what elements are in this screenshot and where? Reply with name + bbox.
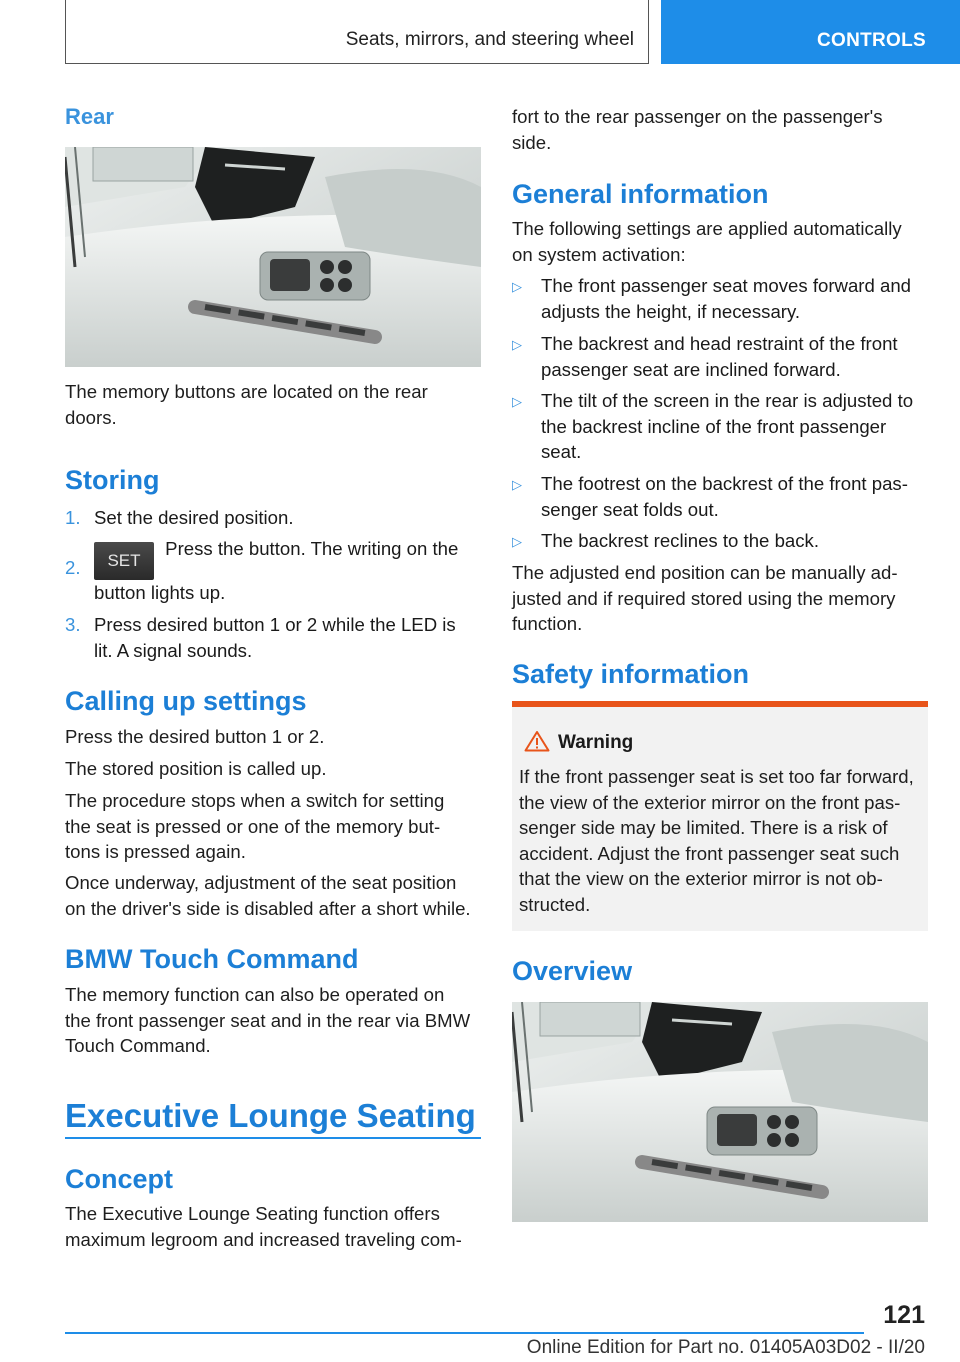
bullet-text bbox=[541, 471, 928, 522]
header-section-title: Seats, mirrors, and steering wheel bbox=[345, 29, 634, 50]
text-line: senger side may be limited. There is a risk of bbox=[519, 817, 888, 838]
text-line: fort to the rear passenger on the passenger's bbox=[512, 106, 883, 127]
text-line: structed. bbox=[519, 893, 591, 915]
text-line: The Executive Lounge Seating function offers bbox=[65, 1203, 440, 1224]
text-line: justed and if required stored using the memory bbox=[512, 587, 896, 609]
step-number: 2. bbox=[65, 557, 81, 578]
bullet-text bbox=[541, 388, 936, 465]
bmw-touch-command-heading: BMW Touch Command bbox=[65, 944, 359, 974]
text-line: the backrest incline of the front passenger bbox=[541, 415, 887, 437]
general-paragraph bbox=[512, 216, 932, 267]
step-text-line: Press desired button 1 or 2 while the LED is bbox=[94, 614, 456, 635]
safety-information-heading: Safety information bbox=[512, 659, 750, 689]
concept-heading: Concept bbox=[65, 1164, 173, 1194]
text-line: accident. Adjust the front passenger seat such bbox=[519, 842, 900, 864]
text-line: The front passenger seat moves forward and bbox=[541, 275, 912, 296]
text-line: Once underway, adjustment of the seat position bbox=[65, 872, 457, 893]
step-text bbox=[94, 536, 481, 606]
text-line: on system activation: bbox=[512, 243, 686, 265]
text-line: the view of the exterior mirror on the front pas- bbox=[519, 791, 901, 813]
calling-p1: Press the desired button 1 or 2. bbox=[65, 726, 325, 747]
rear-heading: Rear bbox=[65, 104, 114, 129]
text-line: senger seat folds out. bbox=[541, 498, 719, 520]
step-number: 3. bbox=[65, 614, 81, 635]
calling-p2: The stored position is called up. bbox=[65, 758, 327, 779]
text-line: The footrest on the backrest of the front pas- bbox=[541, 473, 908, 494]
step-text-line: button lights up. bbox=[94, 582, 226, 603]
set-button-icon: SET bbox=[94, 542, 154, 580]
adjusted-paragraph bbox=[512, 560, 928, 637]
calling-p3 bbox=[65, 788, 481, 865]
warning-text bbox=[519, 764, 924, 917]
text-line: side. bbox=[512, 131, 552, 153]
bullet-text bbox=[541, 273, 928, 324]
text-line: maximum legroom and increased traveling com- bbox=[65, 1228, 462, 1250]
rear-caption bbox=[65, 379, 481, 430]
door-memory-buttons-illustration bbox=[65, 147, 481, 367]
door-panel-image bbox=[512, 1002, 928, 1222]
text-line: the front passenger seat and in the rear via BMW bbox=[65, 1009, 471, 1031]
text-line: adjusts the height, if necessary. bbox=[541, 300, 801, 322]
step-text: Set the desired position. bbox=[94, 507, 294, 528]
step-text-line: lit. A signal sounds. bbox=[94, 639, 253, 661]
text-line: The memory function can also be operated on bbox=[65, 984, 445, 1005]
text-line: If the front passenger seat is set too far forward, bbox=[519, 766, 914, 787]
calling-heading: Calling up settings bbox=[65, 686, 307, 716]
header-chapter-tab[interactable] bbox=[661, 0, 960, 64]
heading-underline bbox=[65, 1137, 481, 1139]
footer-edition: Online Edition for Part no. 01405A03D02 - II/20 bbox=[526, 1337, 925, 1358]
general-information-heading: General information bbox=[512, 179, 769, 209]
text-line: that the view on the exterior mirror is not ob- bbox=[519, 868, 883, 889]
warning-title: Warning bbox=[558, 732, 634, 753]
text-line: tons is pressed again. bbox=[65, 841, 246, 862]
text-line: The adjusted end position can be manually ad- bbox=[512, 562, 898, 583]
bullet-text bbox=[541, 331, 928, 382]
text-line: The tilt of the screen in the rear is adjusted to bbox=[541, 390, 914, 411]
overview-door-illustration bbox=[512, 1002, 928, 1222]
text-line: on the driver's side is disabled after a short while. bbox=[65, 897, 471, 919]
page-number: 121 bbox=[883, 1301, 925, 1329]
step-text-line: Press the button. The writing on the bbox=[160, 538, 459, 559]
triangle-right-icon: ▷ bbox=[512, 337, 522, 352]
text-line: The procedure stops when a switch for setting bbox=[65, 790, 445, 811]
text-line: function. bbox=[512, 613, 583, 634]
bmw-paragraph bbox=[65, 982, 485, 1059]
storing-heading: Storing bbox=[65, 465, 160, 495]
overview-heading: Overview bbox=[512, 956, 633, 986]
text-line: seat. bbox=[541, 441, 582, 462]
concept-paragraph bbox=[65, 1201, 481, 1252]
text-line: Touch Command. bbox=[65, 1035, 211, 1056]
rear-caption-line: The memory buttons are located on the rear bbox=[65, 381, 428, 402]
text-line: passenger seat are inclined forward. bbox=[541, 358, 841, 380]
concept-continuation bbox=[512, 104, 928, 155]
text-line: The following settings are applied automatically bbox=[512, 218, 902, 239]
warning-triangle-icon bbox=[524, 730, 550, 752]
step-number: 1. bbox=[65, 507, 81, 528]
footer-rule bbox=[65, 1332, 864, 1334]
warning-box bbox=[512, 701, 928, 931]
header-chapter-label: CONTROLS bbox=[816, 30, 926, 51]
bullet-text: The backrest reclines to the back. bbox=[541, 530, 820, 551]
rear-caption-line: doors. bbox=[65, 406, 117, 428]
door-panel-image bbox=[65, 147, 481, 367]
header-section-box bbox=[65, 0, 649, 64]
calling-p4 bbox=[65, 870, 485, 921]
triangle-right-icon: ▷ bbox=[512, 534, 522, 549]
text-line: The backrest and head restraint of the front bbox=[541, 333, 898, 354]
text-line: the seat is pressed or one of the memory but- bbox=[65, 815, 441, 837]
triangle-right-icon: ▷ bbox=[512, 394, 522, 409]
step-text bbox=[94, 612, 481, 663]
executive-lounge-heading: Executive Lounge Seating bbox=[65, 1097, 476, 1134]
triangle-right-icon: ▷ bbox=[512, 279, 522, 294]
triangle-right-icon: ▷ bbox=[512, 477, 522, 492]
